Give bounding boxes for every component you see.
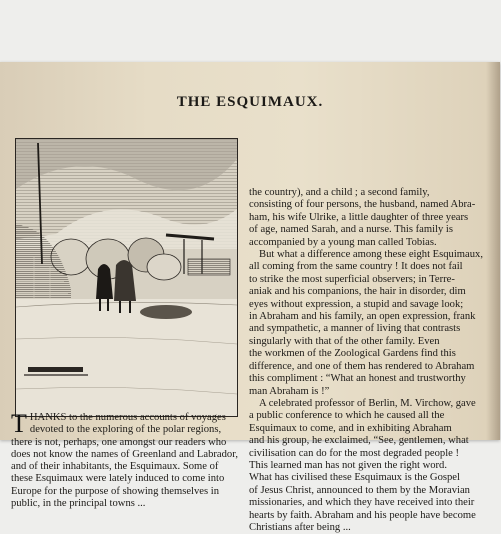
- page-title: THE ESQUIMAUX.: [176, 94, 324, 110]
- text-line: a public conference to which he caused all the: [249, 410, 445, 422]
- text-line: this compliment : “What an honest and trustworthy: [249, 373, 466, 385]
- right-column-text: [249, 187, 501, 534]
- text-line: of Jesus Christ, announced to them by the Moravian: [249, 484, 470, 496]
- left-column-text: [11, 409, 251, 510]
- text-line: of age, named Sarah, and a nurse. This family is: [249, 224, 453, 236]
- esquimaux-engraving: [15, 138, 238, 417]
- text-line: eyes without expression, a stupid and savage look;: [249, 298, 464, 310]
- text-line: Europe for the purpose of showing themselves in: [11, 485, 220, 497]
- text-line: and his group, he exclaimed, “See, gentlemen, what: [249, 435, 469, 447]
- text-line: A celebrated professor of Berlin, M. Virchow, gave: [259, 397, 476, 409]
- text-line: difference, and one of them has rendered to Abraham: [249, 360, 475, 372]
- text-line: missionaries, and which they have received into their: [249, 497, 475, 509]
- text-line: the country), and a child ; a second family,: [249, 187, 430, 198]
- text-line: devoted to the exploring of the polar regions,: [29, 424, 222, 436]
- text-line: ham, his wife Ulrike, a little daughter of three years: [249, 211, 469, 223]
- text-line: consisting of four persons, the husband, named Abra-: [249, 199, 476, 211]
- text-line: the workmen of the Zoological Gardens find this: [249, 348, 456, 360]
- drop-cap: T: [11, 409, 27, 438]
- text-line: civilisation can do for the most degraded people !: [249, 447, 460, 459]
- text-line: man Abraham is !”: [249, 385, 330, 397]
- text-line: these Esquimaux were lately induced to come into: [11, 473, 225, 485]
- text-line: Esquimaux to come, and in exhibiting Abraham: [249, 422, 452, 434]
- text-line: But what a difference among these eight Esquimaux,: [259, 249, 483, 261]
- text-line: there is not, perhaps, one amongst our readers who: [11, 436, 227, 448]
- text-line: all coming from the same country ! It does not fail: [249, 261, 463, 273]
- text-line: and sympathetic, a manner of living that contrasts: [249, 323, 461, 335]
- text-line: This learned man has not given the right word.: [249, 459, 447, 471]
- book-page: [0, 62, 500, 533]
- text-line: aniak and his companions, the hair in disorder, dim: [249, 286, 466, 298]
- text-line: Christians after being ...: [249, 521, 351, 533]
- text-line: to strike the most superficial observers; in Terre-: [249, 273, 455, 285]
- text-line: does not know the names of Greenland and Labrador,: [11, 448, 238, 460]
- text-line: HANKS to the numerous accounts of voyages: [29, 412, 226, 423]
- text-line: accompanied by a young man called Tobias.: [249, 236, 437, 248]
- text-line: and of their inhabitants, the Esquimaux. Some of: [11, 461, 219, 473]
- text-line: in Abraham and his family, an open expression, frank: [249, 311, 476, 323]
- text-line: singularly with that of the other family. Even: [249, 335, 440, 347]
- text-line: hearts by faith. Abraham and his people have become: [249, 509, 476, 521]
- text-line: public, in the principal towns ...: [11, 498, 146, 510]
- text-line: What has civilised these Esquimaux is the Gospel: [249, 472, 460, 484]
